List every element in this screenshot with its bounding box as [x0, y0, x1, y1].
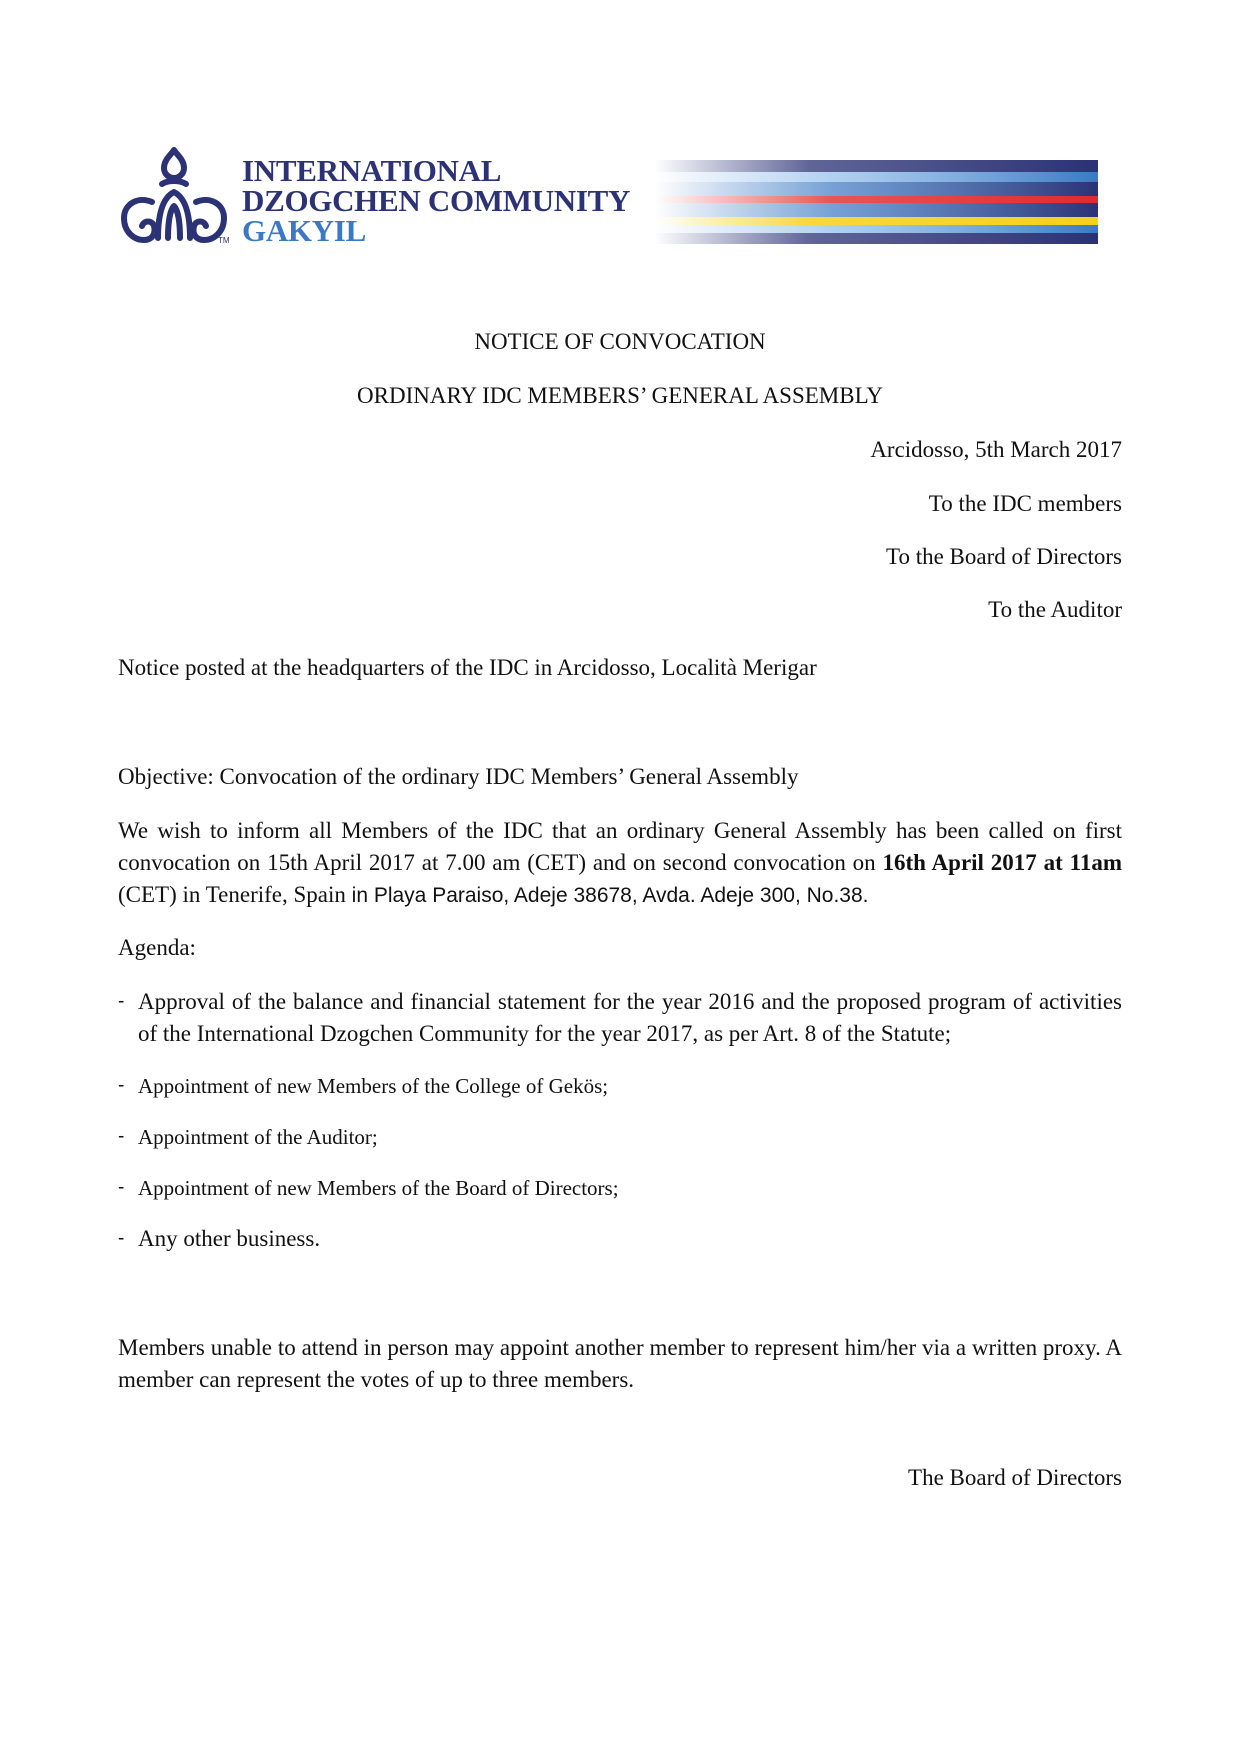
organization-name: [242, 153, 631, 248]
trademark-mark: TM: [218, 236, 230, 245]
agenda-item: [118, 1223, 1122, 1255]
agenda-bullet: -: [118, 1228, 125, 1249]
letterhead: [118, 146, 1098, 254]
intro-text-part-1: We wish to inform all Members of the IDC that an ordinary General Assembly has been called on first convocation on 15th April 2017 at 7.00 am (CET) and on second convocation on: [118, 818, 1122, 875]
agenda-item: [118, 1172, 1122, 1204]
recipient-auditor: To the Auditor: [988, 597, 1122, 622]
agenda-item-text: Any other business.: [138, 1226, 321, 1251]
venue-address: in Playa Paraiso, Adeje 38678, Avda. Adeje 300, No.38.: [351, 884, 869, 907]
agenda-item: [118, 1121, 1122, 1153]
agenda-bullet: -: [118, 1126, 125, 1147]
org-name-line-2: DZOGCHEN COMMUNITY: [242, 183, 631, 218]
proxy-paragraph: Members unable to attend in person may appoint another member to represent him/her via a written proxy. A member can represent the votes of up to three members.: [118, 1335, 1122, 1392]
agenda-item: [118, 986, 1122, 1050]
agenda-item-text: Appointment of new Members of the Board of Directors;: [138, 1176, 619, 1200]
notice-subtitle: ORDINARY IDC MEMBERS’ GENERAL ASSEMBLY: [357, 383, 883, 408]
org-name-line-3: GAKYIL: [242, 213, 366, 248]
place-and-date: Arcidosso, 5th March 2017: [870, 437, 1122, 462]
agenda-item-text: Approval of the balance and financial statement for the year 2016 and the proposed program of activities of the International Dzogchen Community for the year 2017, as per Art. 8 of the Statute;: [138, 989, 1122, 1046]
objective-line: Objective: Convocation of the ordinary IDC Members’ General Assembly: [118, 764, 799, 789]
agenda-item-text: Appointment of the Auditor;: [138, 1125, 378, 1149]
notice-title: NOTICE OF CONVOCATION: [474, 329, 766, 354]
notice-posted-line: Notice posted at the headquarters of the IDC in Arcidosso, Località Merigar: [118, 655, 817, 680]
agenda-bullet: -: [118, 1075, 125, 1096]
agenda-item: [118, 1070, 1122, 1102]
agenda-label: Agenda:: [118, 935, 196, 960]
agenda-bullet: -: [118, 1177, 125, 1198]
intro-paragraph: [118, 815, 1122, 912]
second-convocation-datetime: 16th April 2017 at 11am: [882, 850, 1122, 875]
org-name-line-1: INTERNATIONAL: [242, 153, 502, 188]
agenda-bullet: -: [118, 991, 125, 1012]
recipient-idc-members: To the IDC members: [928, 491, 1122, 516]
agenda-item-text: Appointment of new Members of the College of Gekös;: [138, 1074, 609, 1098]
dzogchen-symbol-icon: [118, 146, 230, 250]
signature: The Board of Directors: [908, 1465, 1122, 1490]
intro-text-part-2: (CET) in Tenerife, Spain: [118, 882, 352, 907]
recipient-board-of-directors: To the Board of Directors: [886, 544, 1122, 569]
letterhead-color-stripes: [654, 160, 1098, 244]
